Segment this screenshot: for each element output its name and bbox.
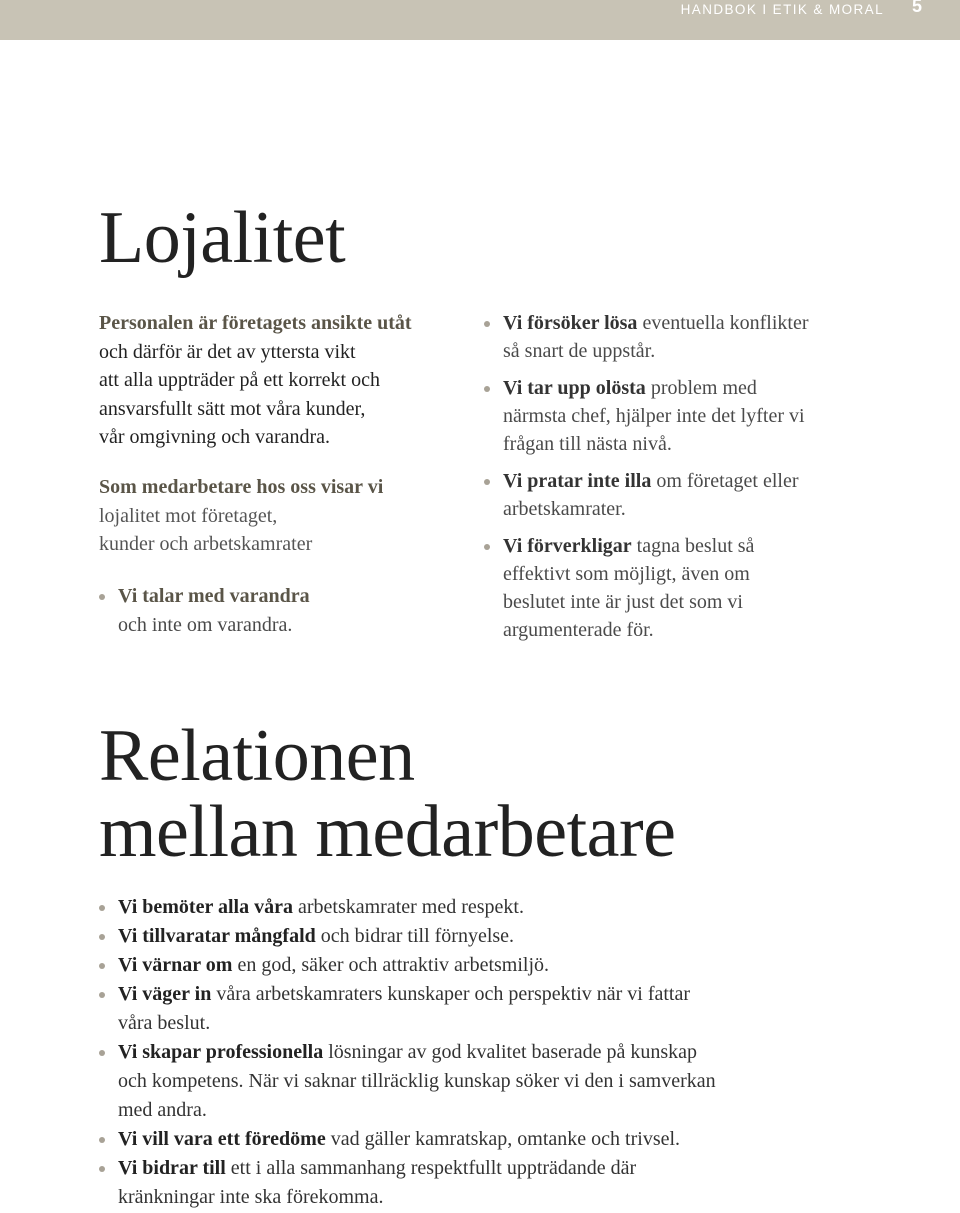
title-line: Relationen xyxy=(99,715,415,797)
bullet-bold: Vi skapar professionella xyxy=(118,1041,324,1063)
intro-line: och därför är det av yttersta vikt xyxy=(99,340,356,363)
title-line: mellan medarbetare xyxy=(99,791,676,873)
bullet-text: problem med närmsta chef, hjälper inte det lyfter vi frågan till nästa nivå. xyxy=(503,377,805,455)
intro-line: ansvarsfullt sätt mot våra kunder, xyxy=(99,397,366,420)
bullet-text: om företaget eller arbetskamrater. xyxy=(503,470,799,520)
bullet-text: eventuella konflikter så snart de uppstår. xyxy=(503,312,809,362)
list-item xyxy=(484,374,814,458)
header-bar xyxy=(0,0,960,40)
running-title: HANDBOK I ETIK & MORAL xyxy=(680,2,884,17)
bullet-bold: Vi tar upp olösta xyxy=(503,377,646,399)
list-item xyxy=(99,1038,719,1125)
list-item xyxy=(99,582,459,639)
bullet-text: en god, säker och attraktiv arbetsmiljö. xyxy=(237,954,550,976)
list-item xyxy=(484,532,814,644)
bullet-bold: Vi försöker lösa xyxy=(503,312,638,334)
bullet-bold: Vi talar med varandra xyxy=(118,585,310,607)
bullet-bold: Vi bidrar till xyxy=(118,1157,226,1179)
bullet-bold: Vi värnar om xyxy=(118,954,233,976)
bullet-bold: Vi pratar inte illa xyxy=(503,470,652,492)
list-item xyxy=(99,951,719,980)
list-item xyxy=(99,1125,719,1154)
intro-bold: Personalen är företagets ansikte utåt xyxy=(99,312,412,334)
commitment-line: lojalitet mot företaget, xyxy=(99,504,278,527)
section-title-loyalty: Lojalitet xyxy=(99,197,346,279)
list-item xyxy=(99,980,719,1038)
section-title-relations xyxy=(99,715,676,873)
loyalty-intro xyxy=(99,309,459,452)
page-number: 5 xyxy=(911,0,922,16)
bullet-text: och inte om varandra. xyxy=(118,613,293,636)
bullet-text: lösningar av god kvalitet baserade på kunskap och kompetens. När vi saknar tillräcklig kunskap söker vi den i samverkan med andra. xyxy=(118,1041,716,1121)
commitment-line: kunder och arbetskamrater xyxy=(99,533,313,555)
bullet-bold: Vi vill vara ett föredöme xyxy=(118,1128,326,1150)
bullet-text: ett i alla sammanhang respektfullt uppträdande där kränkningar inte ska förekomma. xyxy=(118,1157,637,1208)
relations-bullets xyxy=(99,893,719,1212)
bullet-bold: Vi tillvaratar mångfald xyxy=(118,925,316,947)
bullet-bold: Vi förverkligar xyxy=(503,535,632,557)
intro-line: vår omgivning och varandra. xyxy=(99,426,331,448)
bullet-text: våra arbetskamraters kunskaper och perspektiv när vi fattar våra beslut. xyxy=(118,983,691,1034)
list-item xyxy=(99,893,719,922)
bullet-text: och bidrar till förnyelse. xyxy=(320,925,515,947)
commitment-bold: Som medarbetare hos oss visar vi xyxy=(99,476,384,498)
bullet-text: vad gäller kamratskap, omtanke och trivsel. xyxy=(330,1128,681,1150)
list-item xyxy=(484,467,814,523)
intro-line: att alla uppträder på ett korrekt och xyxy=(99,369,380,391)
loyalty-bullets-left xyxy=(99,582,459,639)
list-item xyxy=(99,1154,719,1212)
list-item xyxy=(484,309,814,365)
bullet-text: tagna beslut så effektivt som möjligt, även om beslutet inte är just det som vi argumenterade för. xyxy=(503,535,755,641)
loyalty-bullets-right xyxy=(484,309,814,653)
bullet-bold: Vi väger in xyxy=(118,983,212,1005)
list-item xyxy=(99,922,719,951)
loyalty-commitment xyxy=(99,473,459,559)
bullet-text: arbetskamrater med respekt. xyxy=(297,896,524,918)
bullet-bold: Vi bemöter alla våra xyxy=(118,896,293,918)
